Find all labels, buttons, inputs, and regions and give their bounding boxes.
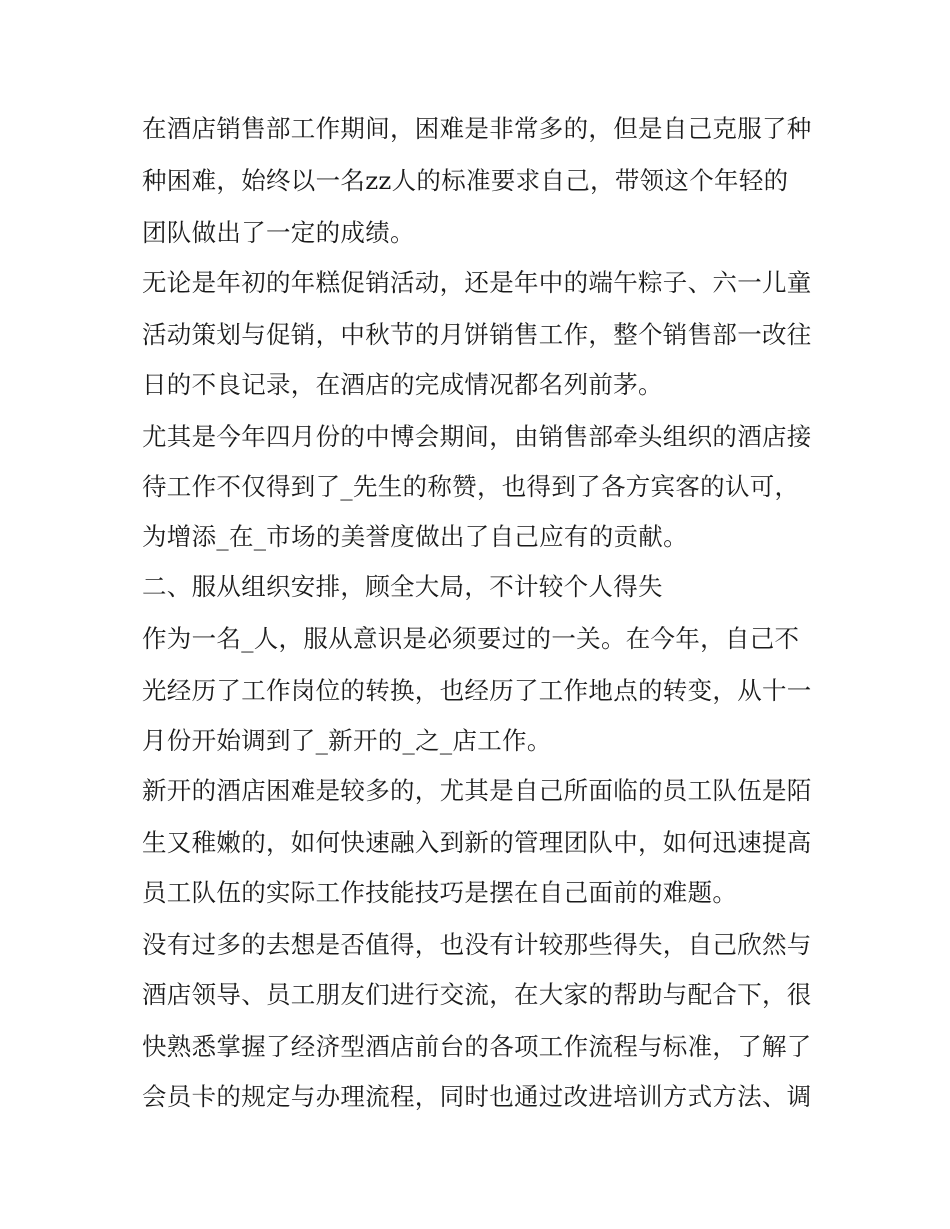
section-heading: 二、服从组织安排，顾全大局，不计较个人得失 <box>142 572 663 601</box>
text-line: 会员卡的规定与办理流程，同时也通过改进培训方式方法、调 <box>142 1082 812 1111</box>
text-line: 团队做出了一定的成绩。 <box>142 218 415 247</box>
text-line: 在酒店销售部工作期间，困难是非常多的，但是自己克服了种 <box>142 114 812 143</box>
text-line: 作为一名_人，服从意识是必须要过的一关。在今年，自己不 <box>142 624 800 653</box>
text-line: 新开的酒店困难是较多的，尤其是自己所面临的员工队伍是陌 <box>142 776 812 805</box>
text-line: 快熟悉掌握了经济型酒店前台的各项工作流程与标准，了解了 <box>142 1032 812 1061</box>
text-line: 月份开始调到了_新开的_之_店工作。 <box>142 726 552 755</box>
text-line: 生又稚嫩的，如何快速融入到新的管理团队中，如何迅速提高 <box>142 828 812 857</box>
text-line: 尤其是今年四月份的中博会期间，由销售部牵头组织的酒店接 <box>142 422 812 451</box>
text-line: 酒店领导、员工朋友们进行交流，在大家的帮助与配合下，很 <box>142 980 812 1009</box>
text-line: 活动策划与促销，中秋节的月饼销售工作，整个销售部一改往 <box>142 320 812 349</box>
text-line: 待工作不仅得到了_先生的称赞，也得到了各方宾客的认可， <box>142 472 800 501</box>
text-line: 没有过多的去想是否值得，也没有计较那些得失，自己欣然与 <box>142 930 812 959</box>
text-line: 光经历了工作岗位的转换，也经历了工作地点的转变，从十一 <box>142 676 812 705</box>
text-line: 日的不良记录，在酒店的完成情况都名列前茅。 <box>142 370 663 399</box>
text-line: 种困难，始终以一名zz人的标准要求自己，带领这个年轻的 <box>142 166 789 195</box>
text-line: 无论是年初的年糕促销活动，还是年中的端午粽子、六一儿童 <box>142 268 812 297</box>
text-line: 员工队伍的实际工作技能技巧是摆在自己面前的难题。 <box>142 878 738 907</box>
text-line: 为增添_在_市场的美誉度做出了自己应有的贡献。 <box>142 522 688 551</box>
